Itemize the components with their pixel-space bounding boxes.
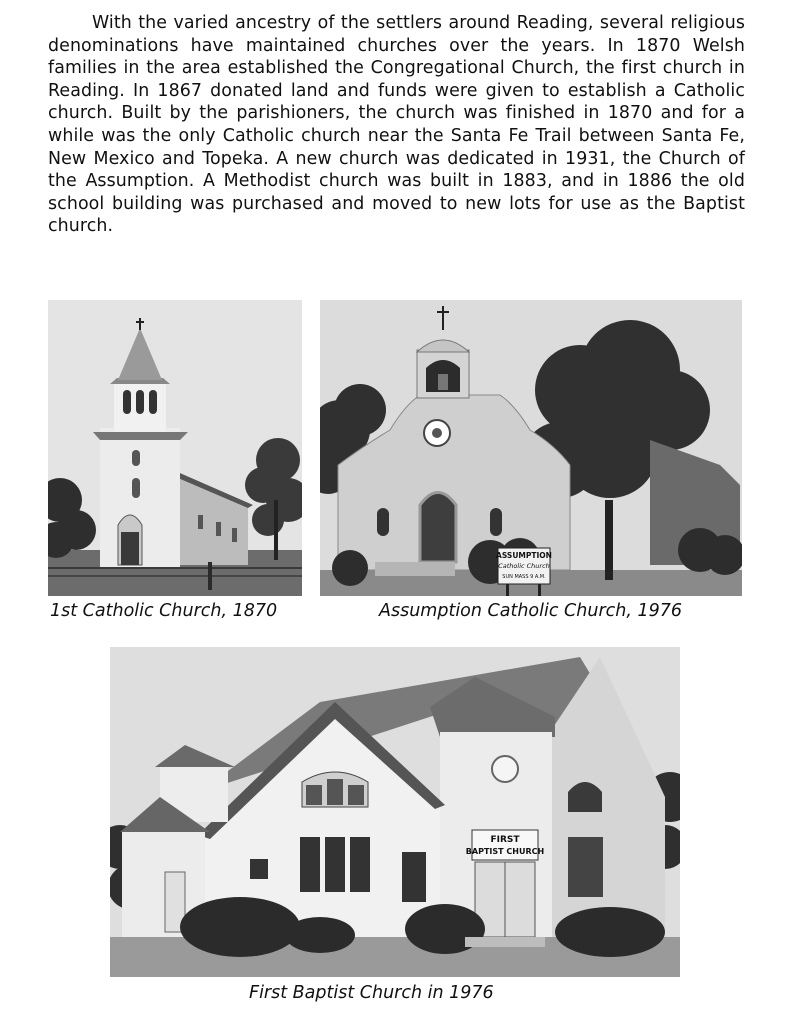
- photo-first-catholic-church: [48, 300, 302, 596]
- baptist-sign-line-1: FIRST: [490, 835, 520, 845]
- caption-first-catholic-church: 1st Catholic Church, 1870: [50, 601, 278, 621]
- caption-first-baptist-church: First Baptist Church in 1976: [249, 983, 494, 1003]
- photo-first-baptist-church: [110, 647, 680, 977]
- caption-assumption-catholic-church: Assumption Catholic Church, 1976: [379, 601, 683, 621]
- sign-line-3: SUN MASS 9 A.M.: [502, 574, 546, 580]
- sign-line-1: ASSUMPTION: [496, 551, 552, 560]
- baptist-sign-line-2: BAPTIST CHURCH: [465, 847, 545, 856]
- body-paragraph: With the varied ancestry of the settlers around Reading, several religious denominations have maintained churches over the years. In 1870 Welsh families in the area established the Congregational Church, the first church in Reading. In 1867 donated land and funds were given to establish a Catholic church. Built by the parishioners, the church was finished in 1870 and for a while was the only Catholic church near the Santa Fe Trail between Santa Fe, New Mexico and Topeka. A new church was dedicated in 1931, the Church of the Assumption. A Methodist church was built in 1883, and in 1886 the old school building was purchased and moved to new lots for use as the Baptist church.: [48, 13, 745, 237]
- photo-assumption-catholic-church: [320, 300, 742, 596]
- sign-line-2: Catholic Church: [498, 562, 550, 570]
